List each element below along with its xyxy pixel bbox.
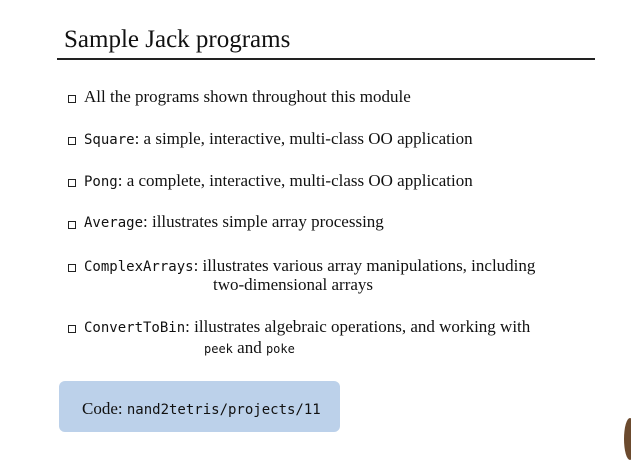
list-item bbox=[84, 171, 473, 191]
list-item bbox=[84, 212, 384, 232]
list-item bbox=[84, 317, 530, 337]
list-item bbox=[84, 87, 411, 107]
item-text: and bbox=[237, 338, 262, 357]
program-name: ComplexArrays bbox=[84, 259, 194, 275]
code-label: Code: bbox=[82, 399, 123, 418]
code-box-text bbox=[82, 399, 321, 419]
code-path: nand2tetris/projects/11 bbox=[126, 402, 321, 418]
program-name: Average bbox=[84, 215, 144, 231]
item-text: : a complete, interactive, multi-class OO application bbox=[117, 171, 473, 190]
bullet-icon bbox=[68, 264, 76, 272]
list-item-continuation bbox=[204, 338, 295, 358]
item-text: : illustrates various array manipulations, including bbox=[193, 256, 536, 275]
title-divider bbox=[57, 58, 595, 60]
edge-decoration bbox=[624, 418, 631, 460]
code-poke: poke bbox=[265, 342, 295, 356]
program-name: Pong bbox=[84, 174, 118, 190]
list-item-continuation bbox=[213, 275, 373, 295]
item-text: two-dimensional arrays bbox=[213, 275, 374, 294]
item-text: : illustrates algebraic operations, and working with bbox=[185, 317, 531, 336]
list-item bbox=[84, 256, 535, 276]
program-name: ConvertToBin bbox=[84, 320, 186, 336]
bullet-icon bbox=[68, 221, 76, 229]
bullet-icon bbox=[68, 325, 76, 333]
item-text: : a simple, interactive, multi-class OO application bbox=[134, 129, 473, 148]
list-item bbox=[84, 129, 473, 149]
bullet-icon bbox=[68, 137, 76, 145]
code-peek: peek bbox=[204, 342, 233, 356]
slide-title: Sample Jack programs bbox=[64, 26, 291, 53]
bullet-icon bbox=[68, 179, 76, 187]
item-text: : illustrates simple array processing bbox=[143, 212, 384, 231]
item-text: All the programs shown throughout this module bbox=[84, 87, 411, 106]
bullet-icon bbox=[68, 95, 76, 103]
program-name: Square bbox=[84, 132, 135, 148]
